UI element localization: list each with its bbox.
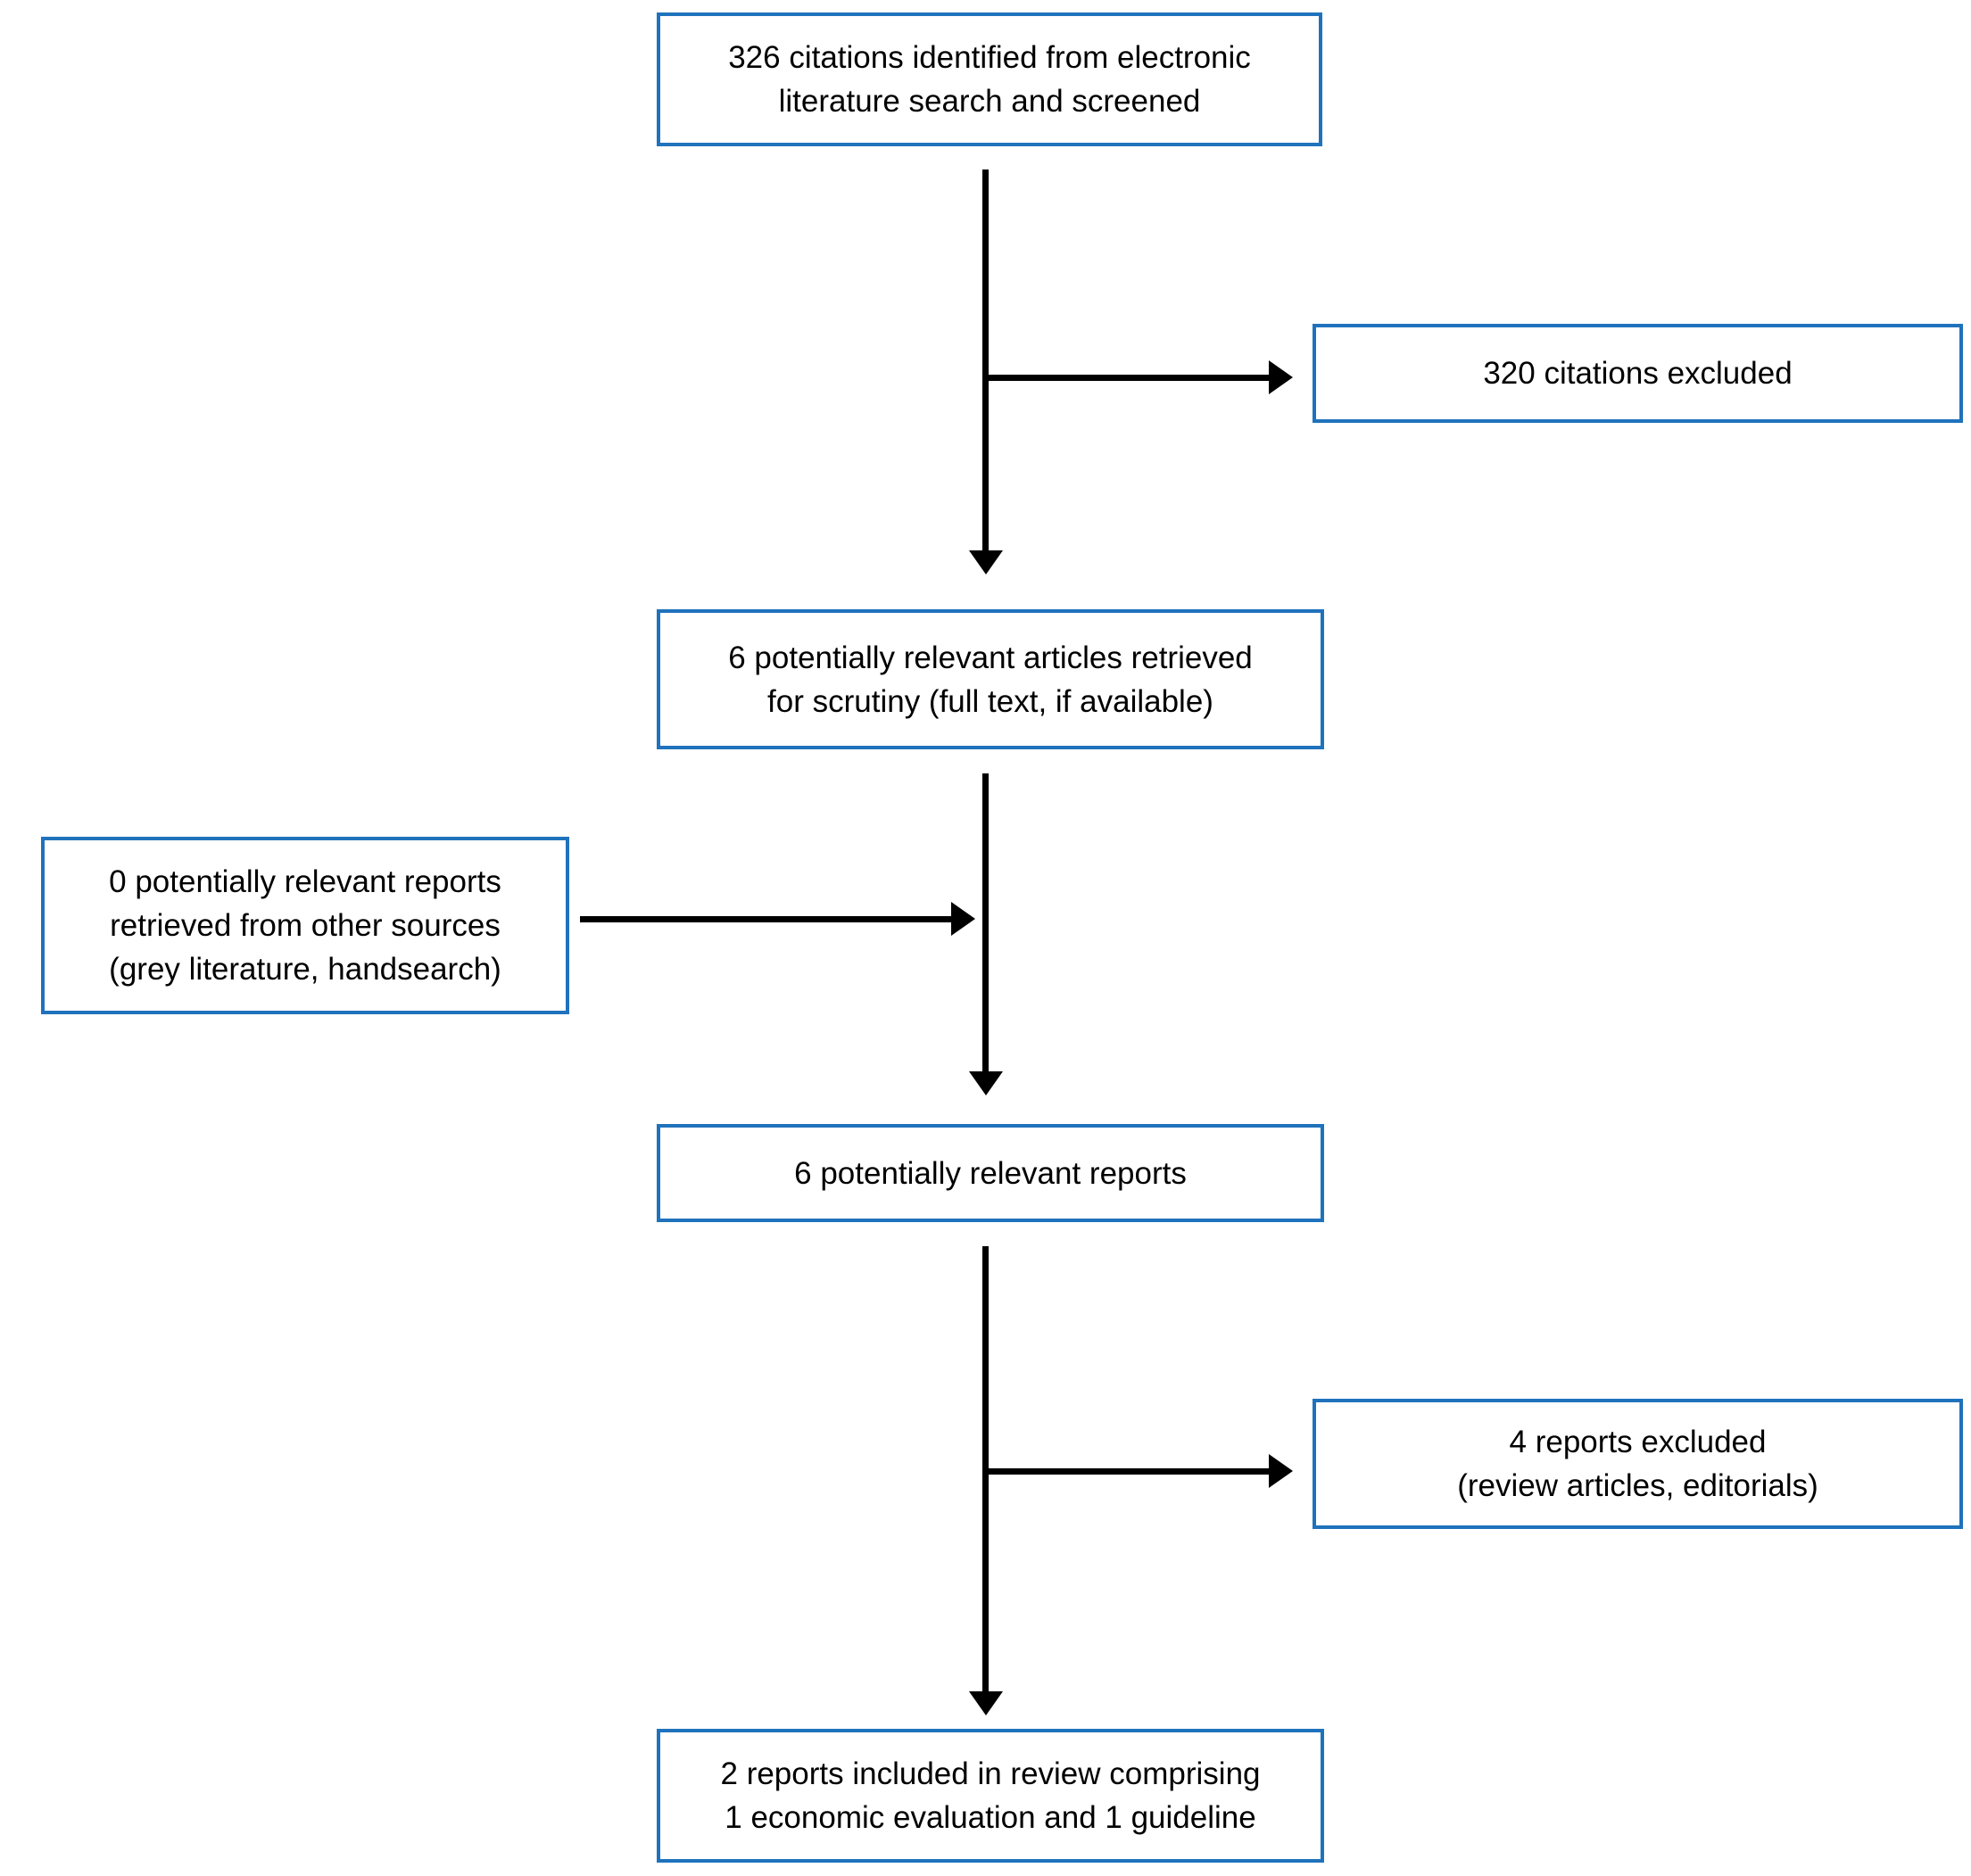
- box-text-line: 2 reports included in review comprising: [720, 1756, 1261, 1791]
- box-relevant-reports: [657, 1124, 1324, 1222]
- box-text-line: 4 reports excluded: [1509, 1425, 1767, 1459]
- box-text-line: 1 economic evaluation and 1 guideline: [725, 1800, 1256, 1835]
- arrow-screened-to-articles-head-icon: [969, 550, 1003, 574]
- box-citations-screened: [657, 12, 1322, 146]
- arrow-articles-to-reports-line: [982, 773, 989, 1071]
- arrow-screened-to-citations-excluded-head-icon: [1269, 360, 1293, 394]
- box-other-sources: [41, 837, 569, 1014]
- box-text-line: 6 potentially relevant reports: [794, 1155, 1187, 1191]
- arrow-reports-to-reports-excluded-line: [985, 1468, 1269, 1475]
- arrow-other-sources-head-icon: [951, 902, 975, 936]
- box-articles-retrieved: [657, 609, 1324, 749]
- arrow-other-sources-line: [580, 916, 951, 922]
- box-text-line: 6 potentially relevant articles retrieved: [728, 640, 1253, 675]
- box-text-line: 0 potentially relevant reports: [109, 864, 501, 899]
- arrow-screened-to-citations-excluded-line: [985, 375, 1269, 381]
- arrow-reports-to-reports-excluded-head-icon: [1269, 1454, 1293, 1488]
- box-text-line: (grey literature, handsearch): [109, 952, 501, 987]
- box-text-line: for scrutiny (full text, if available): [767, 683, 1213, 719]
- box-text-line: (review articles, editorials): [1457, 1468, 1818, 1503]
- arrow-articles-to-reports-head-icon: [969, 1071, 1003, 1095]
- box-reports-included: [657, 1729, 1324, 1863]
- arrow-reports-to-included-head-icon: [969, 1691, 1003, 1715]
- arrow-screened-to-articles-line: [982, 169, 989, 550]
- box-text-line: 326 citations identified from electronic: [728, 40, 1251, 75]
- box-text-line: retrieved from other sources: [110, 908, 501, 943]
- box-reports-excluded: [1313, 1399, 1963, 1529]
- box-text-line: 320 citations excluded: [1483, 356, 1793, 391]
- box-citations-excluded: [1313, 324, 1963, 423]
- box-text-line: literature search and screened: [778, 84, 1201, 119]
